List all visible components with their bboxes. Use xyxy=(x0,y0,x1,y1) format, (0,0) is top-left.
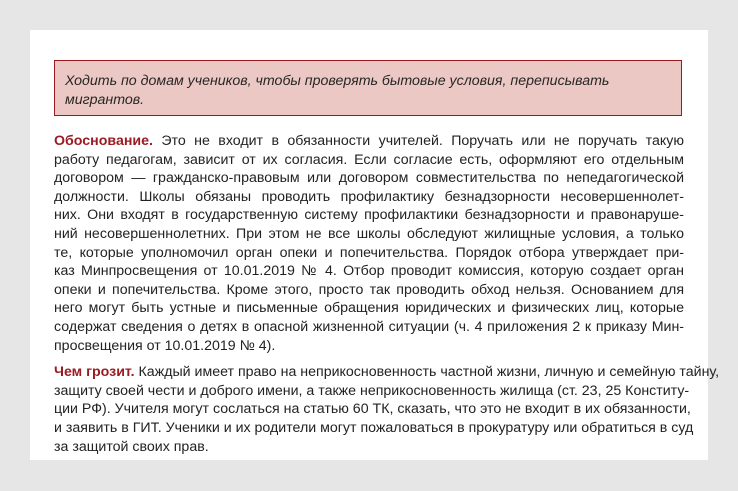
justification-line: должности. Школы обязаны проводить профилактику безнадзорности несовершеннолет- xyxy=(54,188,684,205)
article-body xyxy=(54,132,720,456)
threat-line: Каждый имеет право на неприкосновенность частной жизни, личную и семейную тайну, xyxy=(138,364,720,381)
threat-lead: Чем грозит. xyxy=(54,364,135,381)
justification-line: них. Они входят в государственную систему профилактики безнадзорности и правонаруше- xyxy=(54,207,684,224)
justification-line: него могут быть устные и письменные обращения юридических и физических лиц, которые xyxy=(54,300,684,317)
justification-line: просвещения от 10.01.2019 № 4). xyxy=(54,337,276,354)
callout-text: Ходить по домам учеников, чтобы проверять бытовые условия, переписывать мигрантов. xyxy=(65,73,610,108)
justification-line: содержат сведения о детях в опасной жизненной ситуации (ч. 4 приложения 2 к приказу Мин- xyxy=(54,318,684,335)
justification-paragraph xyxy=(54,132,684,355)
justification-line: опеки и попечительства. Кроме этого, просто так проводить обход нельзя. Основанием для xyxy=(54,281,684,298)
callout-box xyxy=(54,60,682,116)
justification-lead: Обоснование. xyxy=(54,133,153,149)
justification-line: ний несовершеннолетних. При этом не все школы обследуют жилищные условия, а только xyxy=(54,225,684,242)
justification-line: каз Минпросвещения от 10.01.2019 № 4. Отбор проводит комиссия, которую создает орган xyxy=(54,263,684,280)
document-page xyxy=(30,30,720,460)
justification-line: работу педагогам, зависит от их согласия. Если согласие есть, оформляют его отдельным xyxy=(54,151,684,168)
threat-line: и заявить в ГИТ. Ученики и их родители могут пожаловаться в прокуратуру или обратиться в суд xyxy=(54,419,694,436)
threat-paragraph xyxy=(54,363,720,456)
threat-line: за защитой своих прав. xyxy=(54,438,209,455)
threat-line: защиту своей чести и доброго имени, а также неприкосновенность жилища (ст. 23, 25 Конститу- xyxy=(54,382,690,399)
justification-line: договором — гражданско-правовым или договором совместительства по непедагогической xyxy=(54,170,684,187)
justification-line: Это не входит в обязанности учителей. Поручать или не поручать такую xyxy=(161,133,684,149)
threat-line: ции РФ). Учителя могут сослаться на статью 60 ТК, сказать, что это не входит в их обязанности, xyxy=(54,401,691,418)
justification-line: те, которые уполномочил орган опеки и попечительства. Порядок отбора утверждает при- xyxy=(54,244,684,261)
